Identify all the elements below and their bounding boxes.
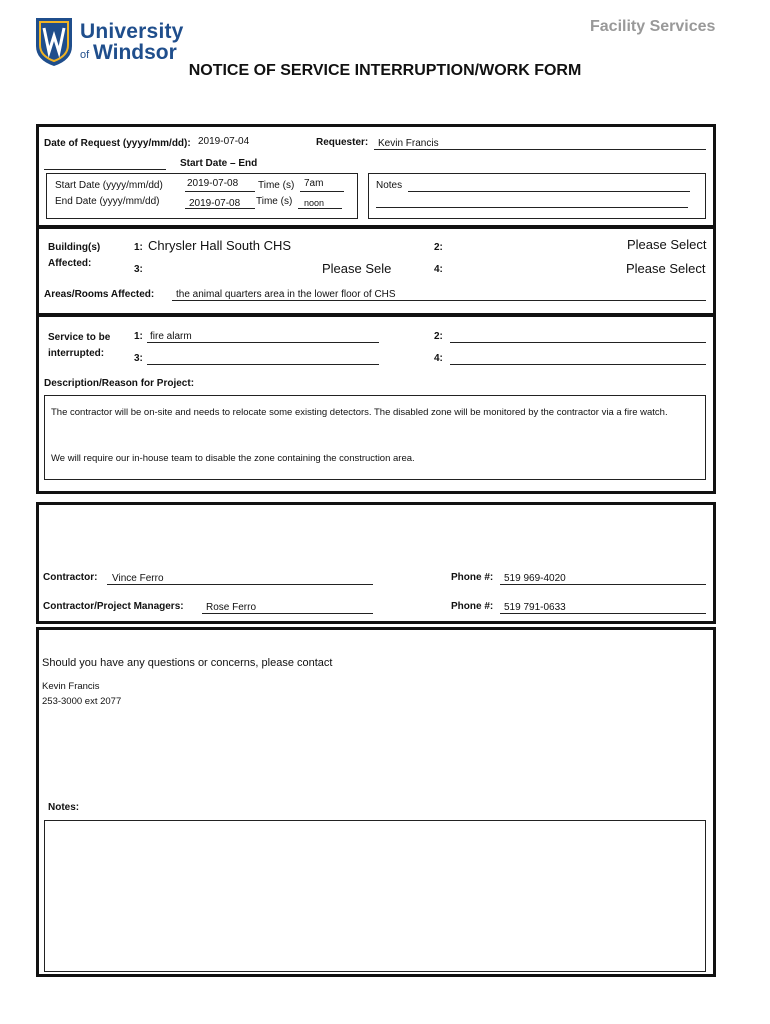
request-notes-label: Notes [376, 180, 403, 191]
building-4-select[interactable]: Please Select [626, 261, 706, 276]
request-notes-line1 [408, 179, 690, 192]
service-2-number: 2: [434, 331, 443, 342]
building-1-number: 1: [134, 242, 143, 253]
areas-label: Areas/Rooms Affected: [44, 289, 155, 300]
request-filler-underline [44, 157, 166, 170]
building-3-number: 3: [134, 264, 143, 275]
contractor-phone-value[interactable]: 519 969-4020 [504, 573, 566, 584]
contractor-value[interactable]: Vince Ferro [112, 573, 164, 584]
service-label-line1: Service to be [48, 332, 111, 343]
description-paragraph-2: We will require our in-house team to disable the zone containing the construction area. [51, 453, 415, 464]
logo-of-text: of [80, 49, 90, 61]
start-time-value[interactable]: 7am [304, 178, 324, 189]
building-4-number: 4: [434, 264, 443, 275]
start-time-label: Time (s) [258, 180, 295, 191]
contractor-label: Contractor: [43, 572, 98, 583]
requester-label: Requester: [316, 137, 369, 148]
areas-value[interactable]: the animal quarters area in the lower floor of CHS [176, 289, 396, 300]
service-3-underline[interactable] [147, 352, 379, 365]
end-date-label: End Date (yyyy/mm/dd) [55, 196, 160, 207]
requester-value[interactable]: Kevin Francis [378, 138, 439, 149]
department-name: Facility Services [590, 18, 716, 35]
service-4-underline[interactable] [450, 352, 706, 365]
notes-box[interactable] [44, 820, 706, 972]
service-label-line2: interrupted: [48, 348, 105, 359]
service-4-number: 4: [434, 353, 443, 364]
date-of-request-value[interactable]: 2019-07-04 [198, 136, 250, 147]
date-of-request-label: Date of Request (yyyy/mm/dd): [44, 138, 191, 149]
request-notes-line2[interactable] [376, 195, 688, 208]
end-date-value[interactable]: 2019-07-08 [189, 198, 241, 209]
building-2-number: 2: [434, 242, 443, 253]
logo-windsor-text: Windsor [93, 41, 177, 64]
project-manager-value[interactable]: Rose Ferro [206, 602, 257, 613]
description-paragraph-1: The contractor will be on-site and needs to relocate some existing detectors. The disabled zone will be monitored by the contractor via a fire watch. [51, 407, 668, 418]
service-2-underline[interactable] [450, 330, 706, 343]
contact-phone: 253-3000 ext 2077 [42, 696, 122, 707]
buildings-label-line1: Building(s) [48, 242, 101, 253]
start-end-heading: Start Date – End [180, 158, 258, 169]
project-manager-phone-label: Phone #: [451, 601, 494, 612]
contact-intro: Should you have any questions or concerns, please contact [42, 657, 333, 669]
service-1-number: 1: [134, 331, 143, 342]
service-3-number: 3: [134, 353, 143, 364]
building-1-select[interactable]: Chrysler Hall South CHS [148, 238, 292, 253]
service-1-value[interactable]: fire alarm [150, 331, 192, 342]
page-title: NOTICE OF SERVICE INTERRUPTION/WORK FORM [188, 62, 582, 79]
contact-name: Kevin Francis [42, 681, 100, 692]
buildings-label-line2: Affected: [48, 258, 92, 269]
building-3-select[interactable]: Please Sele [322, 261, 392, 276]
start-date-value[interactable]: 2019-07-08 [187, 178, 239, 189]
shield-icon [34, 16, 74, 68]
logo-university-text: University [80, 20, 184, 43]
notes-label: Notes: [48, 802, 80, 813]
end-time-value[interactable]: noon [304, 198, 325, 208]
contractor-phone-label: Phone #: [451, 572, 494, 583]
end-time-label: Time (s) [256, 196, 293, 207]
description-label: Description/Reason for Project: [44, 378, 195, 389]
project-manager-label: Contractor/Project Managers: [43, 601, 184, 612]
start-date-label: Start Date (yyyy/mm/dd) [55, 180, 163, 191]
building-2-select[interactable]: Please Select [627, 237, 707, 252]
project-manager-phone-value[interactable]: 519 791-0633 [504, 602, 566, 613]
